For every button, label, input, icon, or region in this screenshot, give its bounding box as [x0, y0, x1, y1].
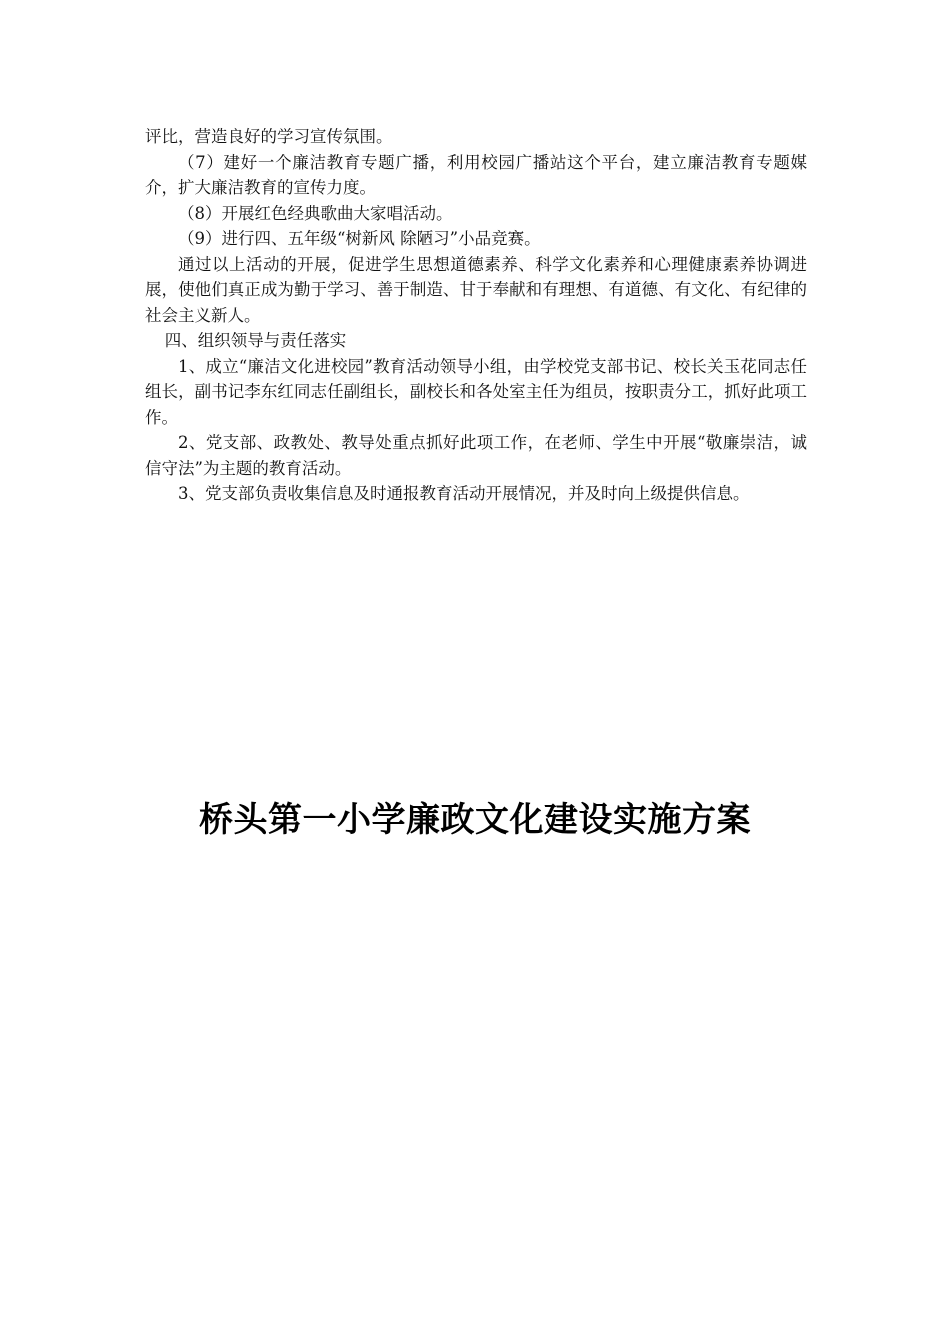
paragraph-point-3: 3、党支部负责收集信息及时通报教育活动开展情况，并及时向上级提供信息。	[178, 484, 750, 503]
paragraph-point-1: 1、成立“廉洁文化进校园”教育活动领导小组，由学校党支部书记、校长关玉花同志任组长，副书记李东红同志任副组长，副校长和各处室主任为组员，按职责分工，抓好此项工作。	[145, 356, 807, 427]
paragraph-item-9: （9）进行四、五年级“树新风 除陋习”小品竞赛。	[178, 229, 541, 248]
paragraph-item-7: （7）建好一个廉洁教育专题广播，利用校园广播站这个平台，建立廉洁教育专题媒介，扩大廉洁教育的宣传力度。	[145, 152, 807, 197]
paragraph-summary: 通过以上活动的开展，促进学生思想道德素养、科学文化素养和心理健康素养协调进展，使他们真正成为勤于学习、善于制造、甘于奉献和有理想、有道德、有文化、有纪律的社会主义新人。	[145, 254, 807, 325]
paragraph-item-8: （8）开展红色经典歌曲大家唱活动。	[178, 203, 453, 223]
section-heading-4: 四、组织领导与责任落实	[164, 331, 347, 350]
document-body	[145, 124, 807, 507]
document-title: 桥头第一小学廉政文化建设实施方案	[199, 800, 751, 840]
paragraph-point-2: 2、党支部、政教处、教导处重点抓好此项工作，在老师、学生中开展“敬廉崇洁，诚信守法”为主题的教育活动。	[145, 433, 807, 478]
paragraph-continuation: 评比，营造良好的学习宣传氛围。	[145, 127, 393, 146]
